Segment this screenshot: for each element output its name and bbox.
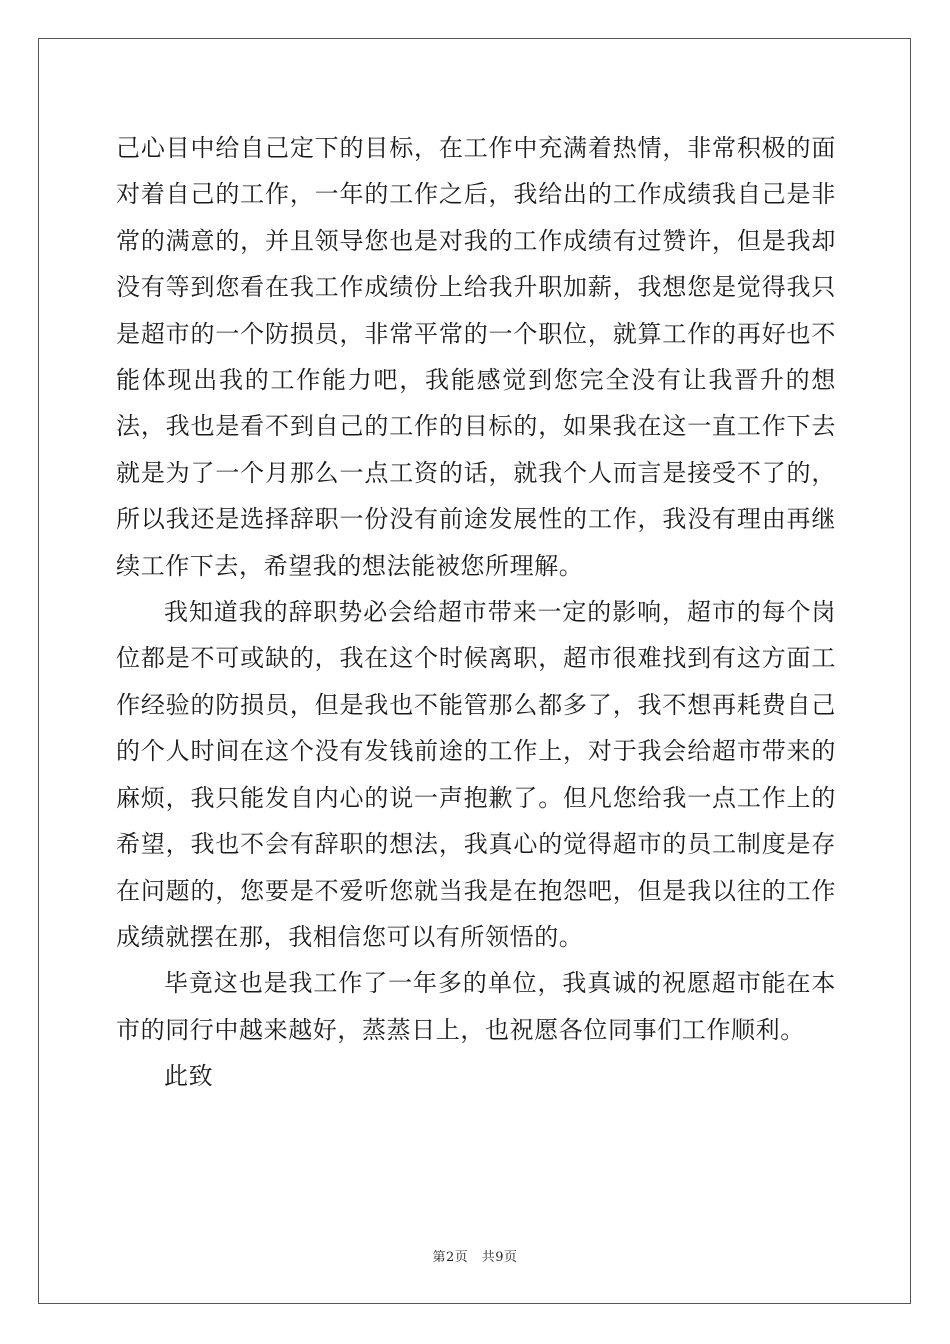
document-body [116,125,836,1100]
body-paragraph-1: 己心目中给自己定下的目标，在工作中充满着热情，非常积极的面对着自己的工作，一年的工作之后，我给出的工作成绩我自己是非常的满意的，并且领导您也是对我的工作成绩有过赞许，但是我却没有等到您看在我工作成绩份上给我升职加薪，我想您是觉得我只是超市的一个防损员，非常平常的一个职位，就算工作的再好也不能体现出我的工作能力吧，我能感觉到您完全没有让我晋升的想法，我也是看不到自己的工作的目标的，如果我在这一直工作下去就是为了一个月那么一点工资的话，就我个人而言是接受不了的，所以我还是选择辞职一份没有前途发展性的工作，我没有理由再继续工作下去，希望我的想法能被您所理解。 [116,134,836,580]
body-paragraph-2: 我知道我的辞职势必会给超市带来一定的影响，超市的每个岗位都是不可或缺的，我在这个时候离职，超市很难找到有这方面工作经验的防损员，但是我也不能管那么都多了，我不想再耗费自己的个人时间在这个没有发钱前途的工作上，对于我会给超市带来的麻烦，我只能发自内心的说一声抱歉了。但凡您给我一点工作上的希望，我也不会有辞职的想法，我真心的觉得超市的员工制度是存在问题的，您要是不爱听您就当我是在抱怨吧，但是我以往的工作成绩就摆在那，我相信您可以有所领悟的。 [116,598,836,951]
closing-salutation: 此致 [164,1062,214,1091]
body-paragraph-3: 毕竟这也是我工作了一年多的单位，我真诚的祝愿超市能在本市的同行中越来越好，蒸蒸日上，也祝愿各位同事们工作顺利。 [116,969,836,1044]
page-number-footer: 第2页 共9页 [432,1250,518,1265]
